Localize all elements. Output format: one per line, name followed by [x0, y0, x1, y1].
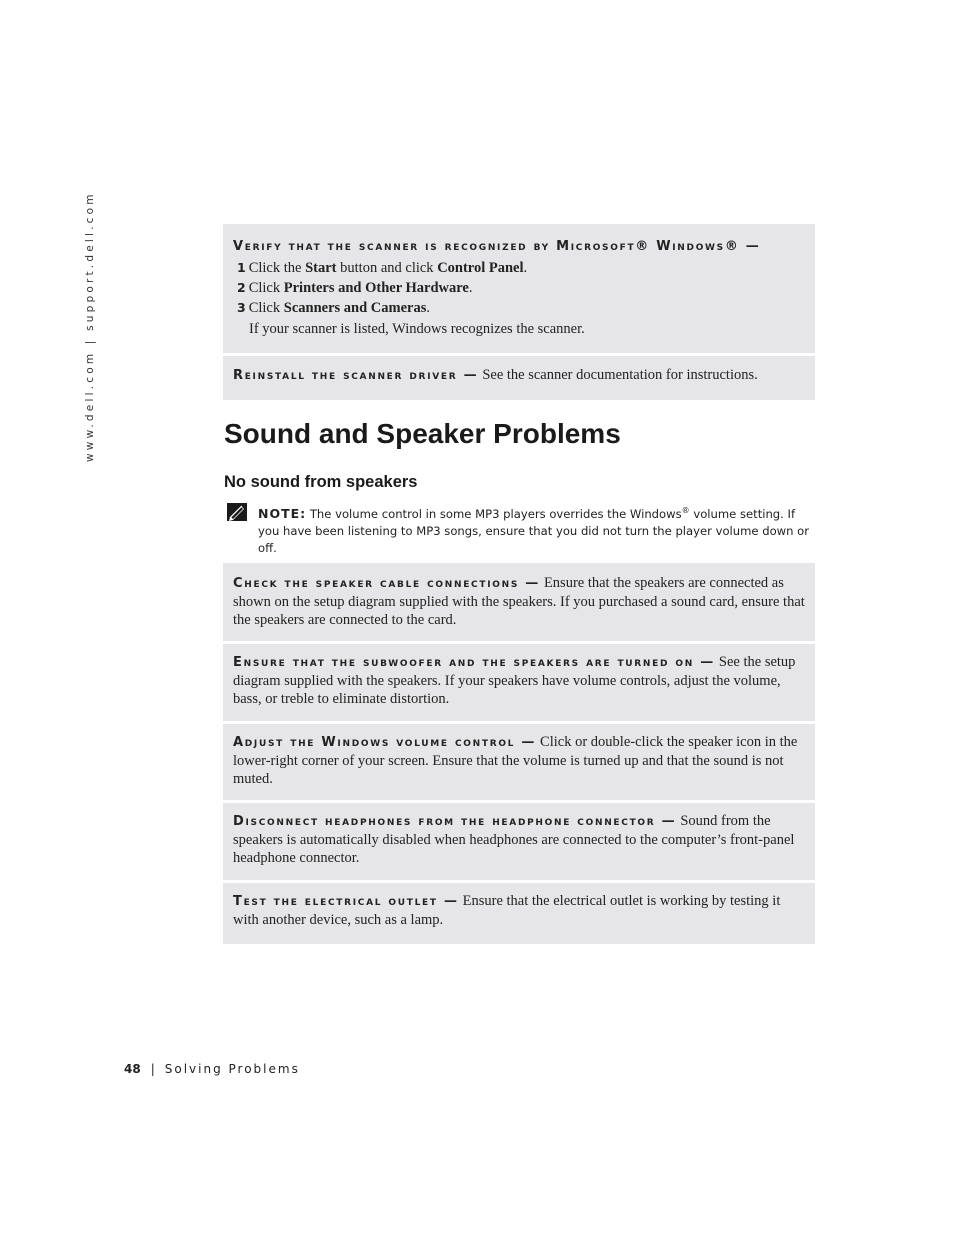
tip-heading: Check the speaker cable connections — [233, 576, 540, 591]
tip-headphones [233, 812, 805, 868]
tip-text: See the setup diagram supplied with the speakers. If your speakers have volume controls, adjust the volume, bass, or treble to eliminate distortion. [233, 654, 796, 707]
note-label: NOTE: [258, 505, 307, 521]
tip-heading: Disconnect headphones from the headphone connector — [233, 814, 677, 829]
page-footer [124, 1062, 300, 1076]
tip-text: Ensure that the electrical outlet is working by testing it with another device, such as a lamp. [233, 893, 781, 928]
sidebar-url-text: www.dell.com | support.dell.com [84, 191, 96, 462]
tip-heading: Adjust the Windows volume control — [233, 735, 537, 750]
step-3: 3 Click Scanners and Cameras. [237, 300, 430, 316]
footer-separator: | [150, 1062, 155, 1076]
note: NOTE: The volume control in some MP3 players overrides the Windows® volume setting. If you have been listening to MP3 songs, ensure that you did not turn the player volume down or off. [258, 505, 810, 555]
tip-speaker-cable [233, 574, 805, 630]
step-number: 1 [237, 260, 246, 275]
scanner-recognition-heading: Verify that the scanner is recognized by Microsoft® Windows® — [233, 239, 761, 254]
tip-electrical-outlet [233, 892, 805, 929]
tip-windows-volume [233, 733, 805, 789]
control-panel-ref: Control Panel [437, 260, 524, 276]
reinstall-text: See the scanner documentation for instructions. [482, 367, 758, 383]
scanner-result-text: If your scanner is listed, Windows recognizes the scanner. [249, 321, 585, 337]
sidebar-url [84, 191, 98, 472]
footer-section-name: Solving Problems [164, 1062, 300, 1076]
note-pencil-icon [226, 502, 248, 522]
scanner-recognition-box [223, 224, 815, 353]
scanners-cameras-ref: Scanners and Cameras [283, 300, 427, 316]
step-1: 1 Click the Start button and click Control Panel. [237, 260, 528, 276]
reinstall-driver-box [223, 356, 815, 400]
step-number: 3 [237, 300, 246, 315]
tip-heading: Test the electrical outlet — [233, 894, 459, 909]
section-title: Sound and Speaker Problems [224, 418, 621, 449]
section-subtitle: No sound from speakers [224, 473, 418, 491]
tip-text: Click or double-click the speaker icon in the lower-right corner of your screen. Ensure that the volume is turned up and that the sound is not muted. [233, 734, 798, 787]
tip-heading: Ensure that the subwoofer and the speakers are turned on — [233, 655, 715, 670]
step-2: 2 Click Printers and Other Hardware. [237, 280, 473, 296]
tip-subwoofer [233, 653, 805, 709]
start-ref: Start [305, 260, 337, 276]
tip-text: Ensure that the speakers are connected as shown on the setup diagram supplied with the speakers. If you purchased a sound card, ensure that the speakers are connected to the card. [233, 575, 805, 628]
reinstall-heading: Reinstall the scanner driver — [233, 368, 479, 383]
page-number: 48 [124, 1062, 141, 1076]
tip-text: Sound from the speakers is automatically disabled when headphones are connected to the computer’s front-panel headphone connector. [233, 813, 795, 866]
step-number: 2 [237, 280, 246, 295]
printers-hardware-ref: Printers and Other Hardware [283, 280, 469, 296]
